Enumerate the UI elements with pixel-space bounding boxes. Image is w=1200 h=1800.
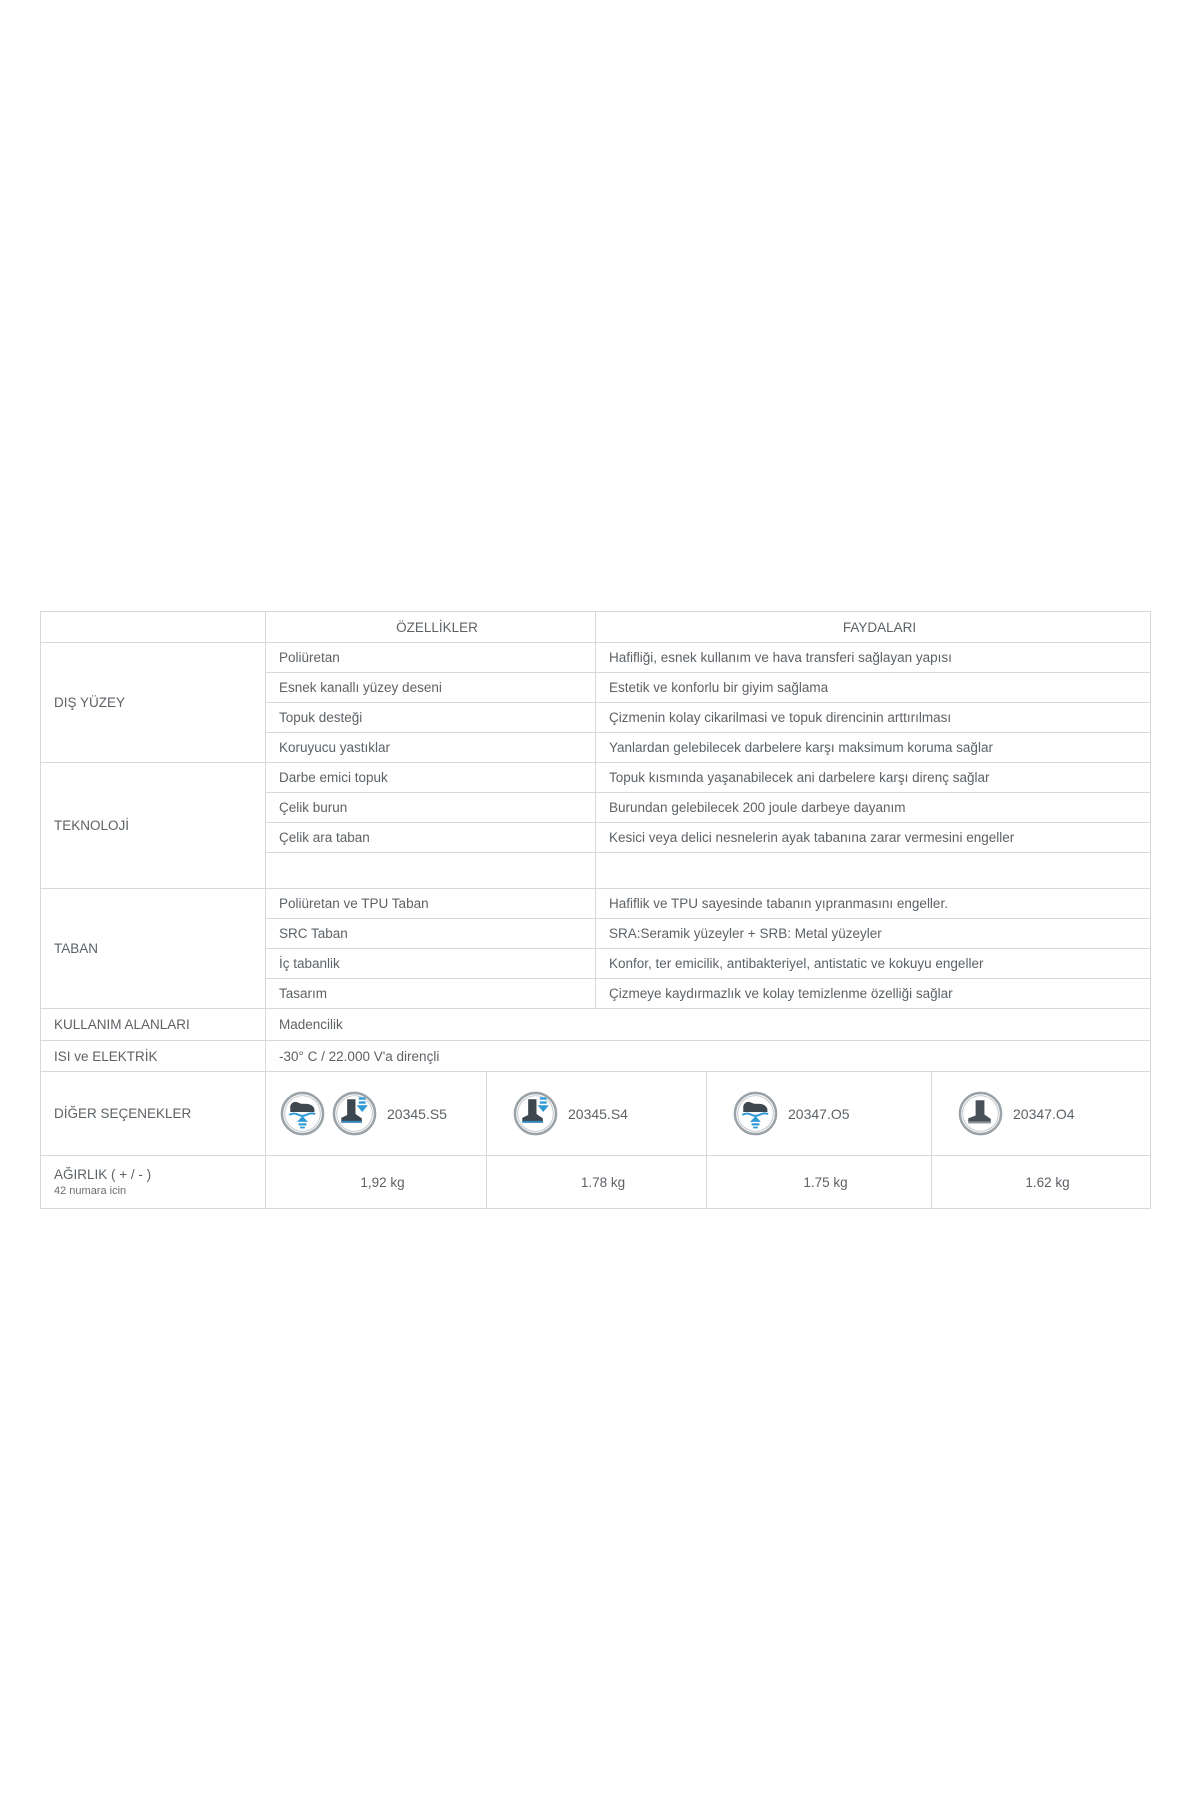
other-options-label: DİĞER SEÇENEKLER: [41, 1072, 266, 1156]
option-code: 20345.S4: [568, 1105, 628, 1122]
feature-cell: İç tabanlik: [266, 949, 596, 979]
weight-value: 1.62 kg: [932, 1156, 1151, 1209]
header-benefits: FAYDALARI: [596, 612, 1151, 643]
option-code: 20347.O5: [788, 1105, 850, 1122]
weight-row: [41, 1156, 1151, 1209]
antistatic-icon: [732, 1090, 779, 1137]
usage-areas-row: [41, 1009, 1151, 1041]
table-row: [41, 763, 1151, 793]
benefit-cell: Konfor, ter emicilik, antibakteriyel, antistatic ve kokuyu engeller: [596, 949, 1151, 979]
feature-cell: [266, 853, 596, 889]
benefit-cell: Hafiflik ve TPU sayesinde tabanın yıpranmasını engeller.: [596, 889, 1151, 919]
product-spec-table: [40, 611, 1150, 1209]
option-cell: [932, 1072, 1151, 1156]
option-cell: [707, 1072, 932, 1156]
option-cell: [266, 1072, 487, 1156]
header-empty-cell: [41, 612, 266, 643]
feature-cell: SRC Taban: [266, 919, 596, 949]
section-label-teknoloji: TEKNOLOJİ: [41, 763, 266, 889]
benefit-cell: Burundan gelebilecek 200 joule darbeye dayanım: [596, 793, 1151, 823]
header-features: ÖZELLİKLER: [266, 612, 596, 643]
other-options-row: [41, 1072, 1151, 1156]
heat-electric-row: [41, 1041, 1151, 1072]
benefit-cell: [596, 853, 1151, 889]
heat-electric-value: -30° C / 22.000 V'a dirençli: [266, 1041, 1151, 1072]
falling-object-icon: [512, 1090, 559, 1137]
benefit-cell: Çizmenin kolay cikarilmasi ve topuk direncinin arttırılması: [596, 703, 1151, 733]
feature-cell: Poliüretan: [266, 643, 596, 673]
feature-cell: Poliüretan ve TPU Taban: [266, 889, 596, 919]
heat-electric-label: ISI ve ELEKTRİK: [41, 1041, 266, 1072]
option-cell: [487, 1072, 707, 1156]
weight-sublabel: 42 numara icin: [54, 1185, 127, 1197]
weight-label-cell: [41, 1156, 266, 1209]
table-header-row: [41, 612, 1151, 643]
benefit-cell: Topuk kısmında yaşanabilecek ani darbelere karşı direnç sağlar: [596, 763, 1151, 793]
weight-value: 1.78 kg: [487, 1156, 707, 1209]
usage-areas-label: KULLANIM ALANLARI: [41, 1009, 266, 1041]
weight-label: AĞIRLIK ( + / - ): [54, 1167, 152, 1182]
feature-cell: Çelik burun: [266, 793, 596, 823]
feature-cell: Çelik ara taban: [266, 823, 596, 853]
feature-cell: Esnek kanallı yüzey deseni: [266, 673, 596, 703]
option-code: 20345.S5: [387, 1105, 447, 1122]
benefit-cell: SRA:Seramik yüzeyler + SRB: Metal yüzeyler: [596, 919, 1151, 949]
weight-value: 1,92 kg: [266, 1156, 487, 1209]
benefit-cell: Hafifliği, esnek kullanım ve hava transferi sağlayan yapısı: [596, 643, 1151, 673]
weight-value: 1.75 kg: [707, 1156, 932, 1209]
falling-object-icon: [331, 1090, 378, 1137]
feature-cell: Koruyucu yastıklar: [266, 733, 596, 763]
antistatic-icon: [279, 1090, 326, 1137]
feature-cell: Topuk desteği: [266, 703, 596, 733]
benefit-cell: Çizmeye kaydırmazlık ve kolay temizlenme özelliği sağlar: [596, 979, 1151, 1009]
table-row: [41, 889, 1151, 919]
option-code: 20347.O4: [1013, 1105, 1075, 1122]
benefit-cell: Yanlardan gelebilecek darbelere karşı maksimum koruma sağlar: [596, 733, 1151, 763]
table-row: [41, 643, 1151, 673]
boot-icon: [957, 1090, 1004, 1137]
benefit-cell: Estetik ve konforlu bir giyim sağlama: [596, 673, 1151, 703]
feature-cell: Darbe emici topuk: [266, 763, 596, 793]
benefit-cell: Kesici veya delici nesnelerin ayak tabanına zarar vermesini engeller: [596, 823, 1151, 853]
usage-areas-value: Madencilik: [266, 1009, 1151, 1041]
section-label-dis-yuzey: DIŞ YÜZEY: [41, 643, 266, 763]
section-label-taban: TABAN: [41, 889, 266, 1009]
feature-cell: Tasarım: [266, 979, 596, 1009]
